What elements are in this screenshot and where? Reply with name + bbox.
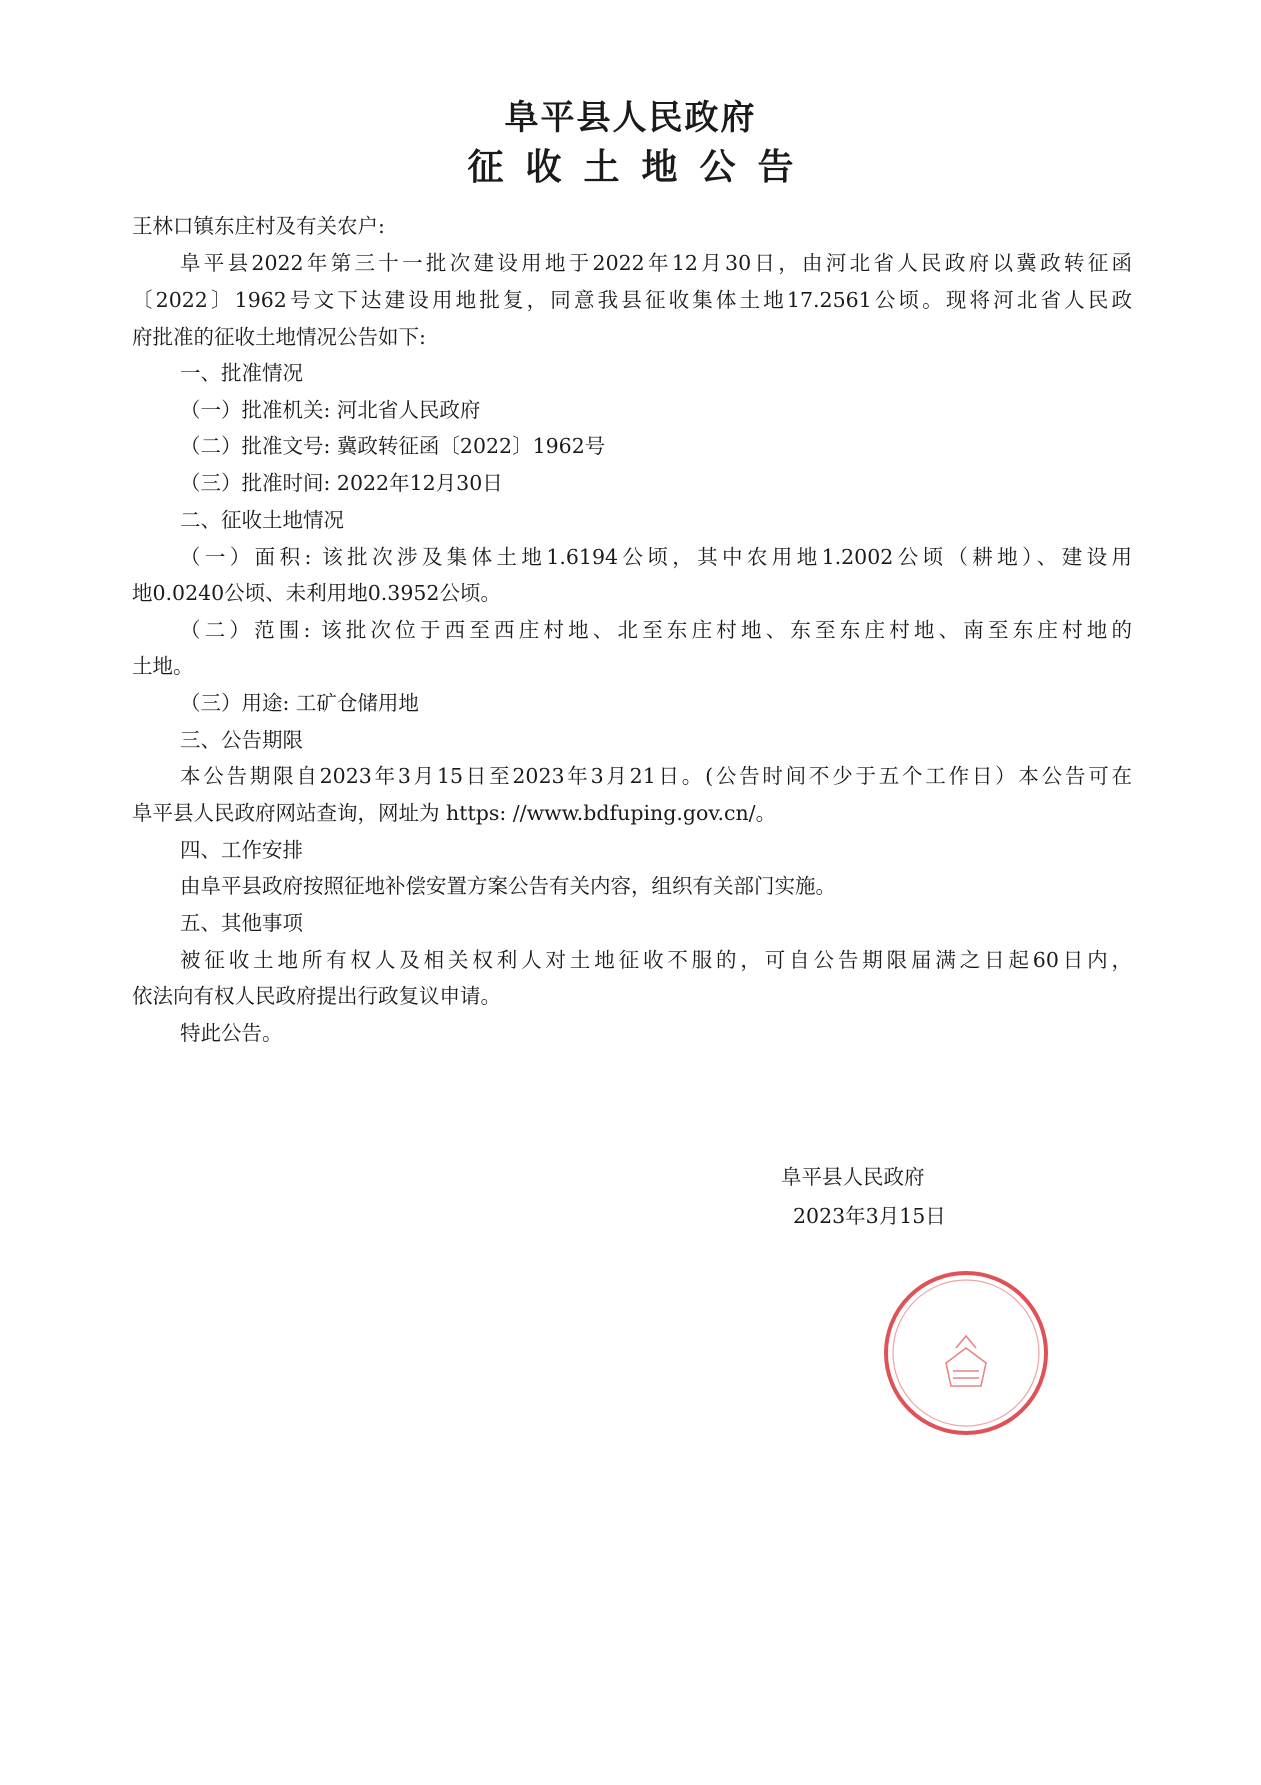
section-heading: 一、批准情况	[180, 361, 303, 385]
signature-org: 阜平县人民政府	[781, 1165, 925, 1189]
work-arrangement-line: 由阜平县政府按照征地补偿安置方案公告有关内容，组织有关部门实施。	[180, 874, 836, 898]
period-line: 本公告期限自2023年3月15日至2023年3月21日。(公告时间不少于五个工作日）本公告可在	[180, 764, 1132, 788]
scope-line: 土地。	[132, 654, 194, 678]
other-matters-line: 依法向有权人民政府提出行政复议申请。	[132, 984, 501, 1008]
approval-date: （三）批准时间: 2022年12月30日	[180, 471, 503, 495]
intro-line: 阜平县2022年第三十一批次建设用地于2022年12月30日，由河北省人民政府以冀政转征函	[180, 251, 1132, 275]
intro-line: 〔2022〕1962号文下达建设用地批复，同意我县征收集体土地17.2561公顷。现将河北省人民政	[132, 288, 1132, 312]
intro-line: 府批准的征收土地情况公告如下:	[132, 325, 426, 349]
section-heading: 三、公告期限	[180, 728, 303, 752]
approval-doc-number: （二）批准文号: 冀政转征函〔2022〕1962号	[180, 434, 606, 458]
official-seal	[881, 1268, 1051, 1438]
section-heading: 五、其他事项	[180, 911, 303, 935]
closing-statement: 特此公告。	[180, 1021, 283, 1045]
section-heading: 二、征收土地情况	[180, 508, 344, 532]
section-heading: 四、工作安排	[180, 838, 303, 862]
area-line: （一）面积: 该批次涉及集体土地1.6194公顷，其中农用地1.2002公顷（耕地）、建设用	[180, 545, 1132, 569]
addressee: 王林口镇东庄村及有关农户:	[132, 214, 385, 238]
other-matters-line: 被征收土地所有权人及相关权利人对土地征收不服的，可自公告期限届满之日起60日内，	[180, 948, 1132, 972]
land-use: （三）用途: 工矿仓储用地	[180, 691, 419, 715]
approval-authority: （一）批准机关: 河北省人民政府	[180, 398, 481, 422]
area-line: 地0.0240公顷、未利用地0.3952公顷。	[132, 581, 501, 605]
scope-line: （二）范围: 该批次位于西至西庄村地、北至东庄村地、东至东庄村地、南至东庄村地的	[180, 618, 1132, 642]
period-line: 阜平县人民政府网站查询，网址为 https: //www.bdfuping.gov.cn/。	[132, 801, 777, 825]
doc-title: 征收土地公告	[467, 146, 816, 188]
org-title: 阜平县人民政府	[504, 98, 757, 138]
signature-date: 2023年3月15日	[793, 1204, 946, 1228]
